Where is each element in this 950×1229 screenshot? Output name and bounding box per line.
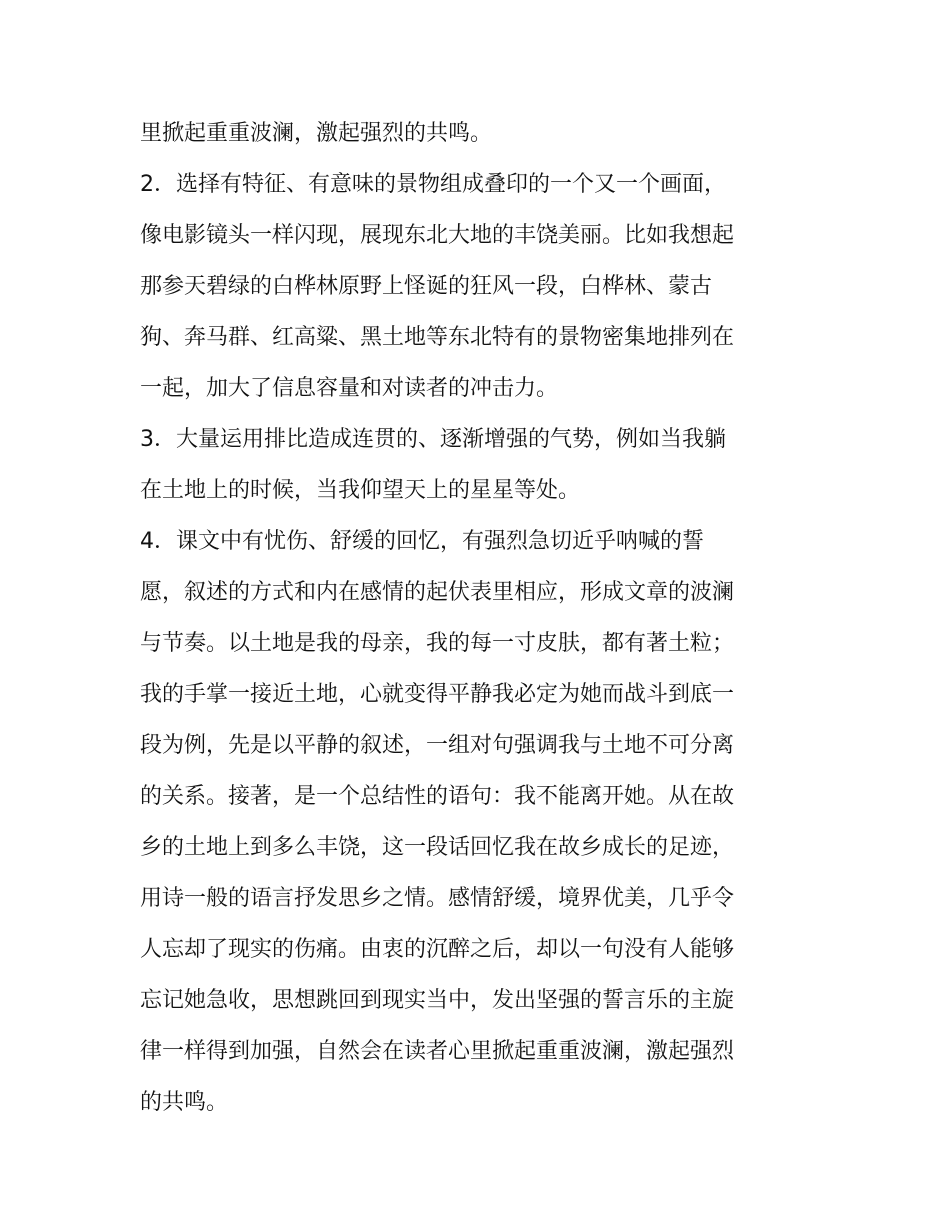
text-line-2: 2．选择有特征、有意味的景物组成叠印的一个又一个画面，: [140, 172, 726, 197]
text-line-15: 乡的土地上到多么丰饶，这一段话回忆我在故乡成长的足迹，: [140, 835, 735, 860]
text-line-6: 一起，加大了信息容量和对读者的冲击力。: [140, 376, 559, 401]
text-line-18: 忘记她急收，思想跳回到现实当中，发出坚强的誓言乐的主旋: [140, 988, 735, 1013]
text-line-19: 律一样得到加强，自然会在读者心里掀起重重波澜，激起强烈: [140, 1039, 735, 1064]
text-line-14: 的关系。接著，是一个总结性的语句：我不能离开她。从在故: [140, 784, 735, 809]
text-line-20: 的共鸣。: [140, 1090, 229, 1115]
text-line-13: 段为例，先是以平静的叙述，一组对句强调我与土地不可分离: [140, 733, 735, 758]
text-line-17: 人忘却了现实的伤痛。由衷的沉醉之后，却以一句没有人能够: [140, 937, 735, 962]
text-line-16: 用诗一般的语言抒发思乡之情。感情舒缓，境界优美，几乎令: [140, 886, 735, 911]
text-line-10: 愿，叙述的方式和内在感情的起伏表里相应，形成文章的波澜: [140, 580, 735, 605]
text-line-1: 里掀起重重波澜，激起强烈的共鸣。: [140, 121, 493, 146]
text-line-7: 3．大量运用排比造成连贯的、逐渐增强的气势，例如当我躺: [140, 427, 726, 452]
document-body: [140, 108, 820, 1128]
text-line-11: 与节奏。以土地是我的母亲，我的每一寸皮肤，都有著土粒；: [140, 631, 735, 656]
text-line-12: 我的手掌一接近土地，心就变得平静我必定为她而战斗到底一: [140, 682, 735, 707]
text-line-8: 在土地上的时候，当我仰望天上的星星等处。: [140, 478, 581, 503]
text-line-4: 那参天碧绿的白桦林原野上怪诞的狂风一段，白桦林、蒙古: [140, 274, 713, 299]
text-line-5: 狗、奔马群、红高粱、黑土地等东北特有的景物密集地排列在: [140, 325, 735, 350]
text-line-9: 4．课文中有忧伤、舒缓的回忆，有强烈急切近乎呐喊的誓: [140, 529, 704, 554]
text-line-3: 像电影镜头一样闪现，展现东北大地的丰饶美丽。比如我想起: [140, 223, 735, 248]
